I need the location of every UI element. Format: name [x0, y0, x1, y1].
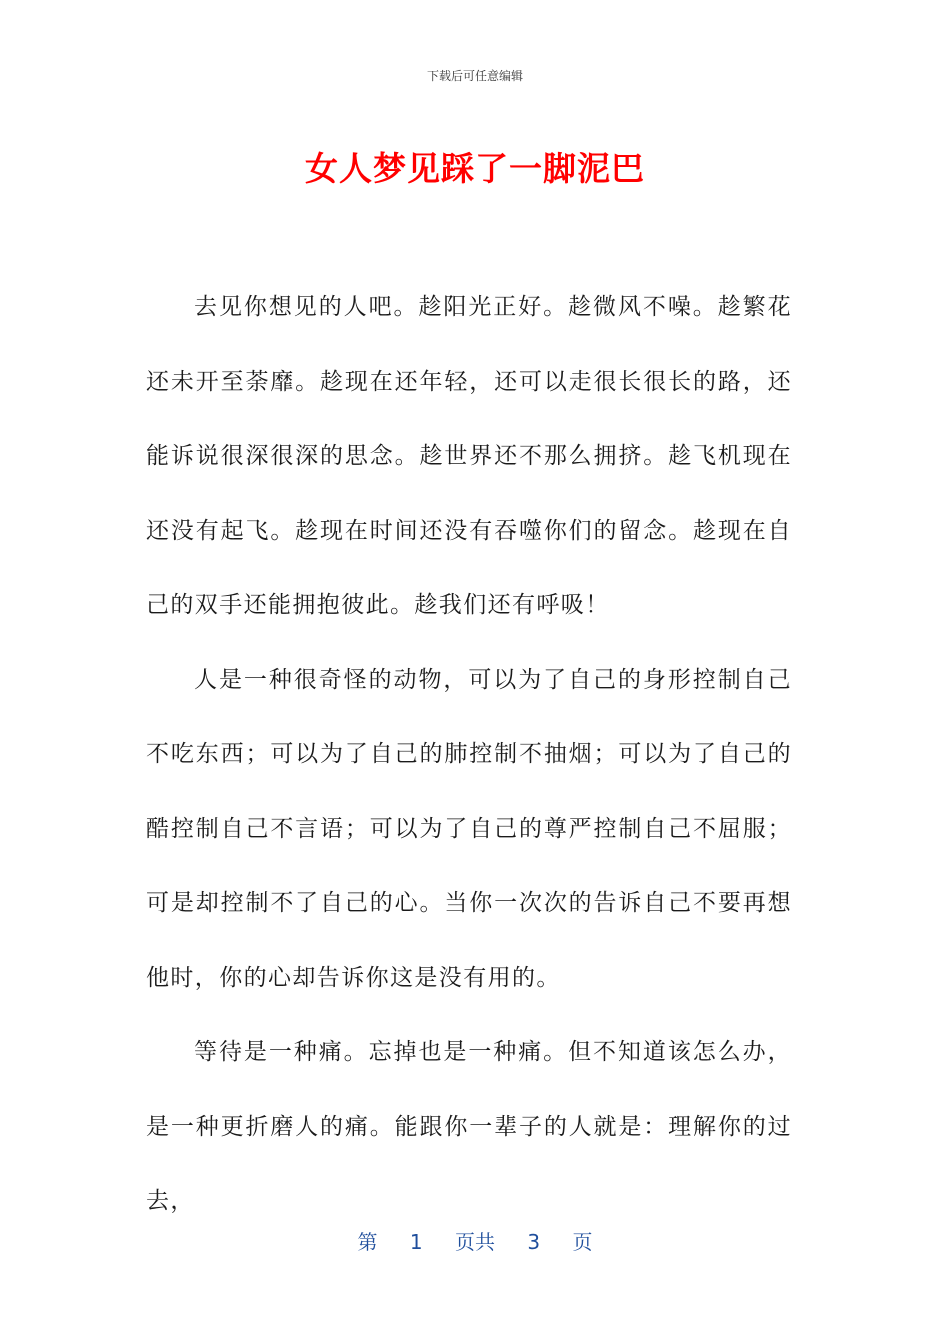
document-body	[146, 270, 792, 1239]
paragraph: 等待是一种痛。忘掉也是一种痛。但不知道该怎么办，是一种更折磨人的痛。能跟你一辈子的人就是：理解你的过去，	[146, 1039, 792, 1214]
footer-prefix: 第	[357, 1230, 378, 1254]
page-footer	[0, 1226, 950, 1255]
document-title: 女人梦见踩了一脚泥巴	[305, 149, 645, 188]
footer-suffix: 页	[572, 1230, 593, 1254]
footer-middle: 页共	[455, 1230, 495, 1254]
footer-current-page: 1	[409, 1230, 423, 1254]
paragraph: 去见你想见的人吧。趁阳光正好。趁微风不噪。趁繁花还未开至荼靡。趁现在还年轻，还可以走很长很长的路，还能诉说很深很深的思念。趁世界还不那么拥挤。趁飞机现在还没有起飞。趁现在时间还没有吞噬你们的留念。趁现在自己的双手还能拥抱彼此。趁我们还有呼吸！	[146, 294, 792, 618]
paragraph: 人是一种很奇怪的动物，可以为了自己的身形控制自己不吃东西；可以为了自己的肺控制不抽烟；可以为了自己的酷控制自己不言语；可以为了自己的尊严控制自己不屈服；可是却控制不了自己的心。当你一次次的告诉自己不要再想他时，你的心却告诉你这是没有用的。	[146, 666, 792, 991]
footer-total-pages: 3	[527, 1230, 541, 1254]
header-note: 下载后可任意编辑	[426, 69, 523, 83]
